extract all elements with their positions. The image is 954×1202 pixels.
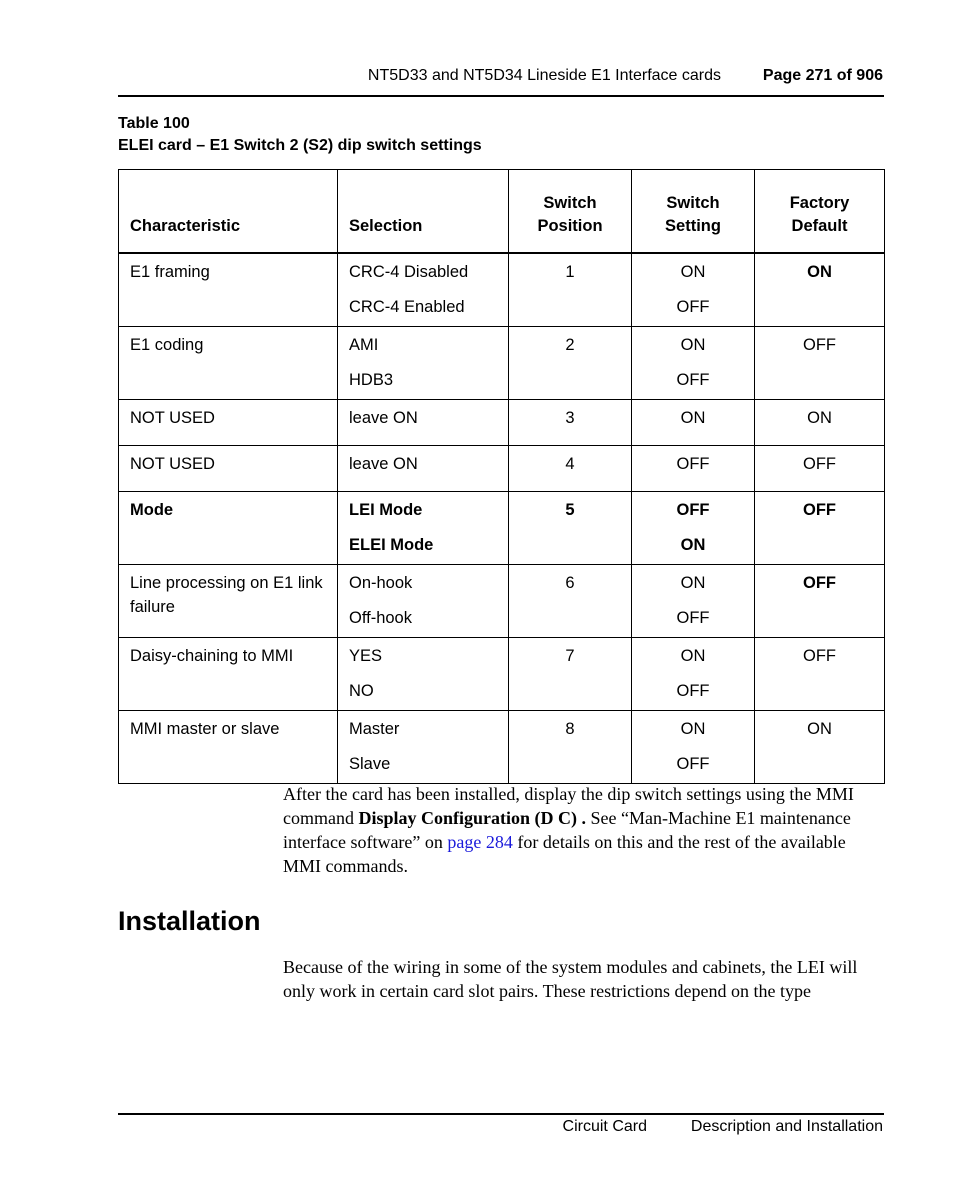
setting-cell: ON <box>680 336 706 354</box>
position-cell: 2 <box>565 336 575 354</box>
position-cell: 6 <box>565 574 575 592</box>
mmi-command: Display Configuration (D C) . <box>358 808 586 828</box>
setting-cell: OFF <box>676 755 710 773</box>
page-header <box>118 64 884 94</box>
default-cell: OFF <box>803 574 836 592</box>
column-header-setting-line1: Switch <box>666 194 720 212</box>
table-row <box>119 711 885 784</box>
characteristic-cell: Mode <box>130 501 174 519</box>
setting-cell: ON <box>680 263 706 281</box>
setting-cell: ON <box>680 536 706 554</box>
column-header-position-line1: Switch <box>543 194 597 212</box>
selection-cell: CRC-4 Enabled <box>349 298 465 316</box>
selection-cell: Slave <box>349 755 391 773</box>
table-title: ELEI card – E1 Switch 2 (S2) dip switch settings <box>118 137 482 154</box>
characteristic-cell: E1 coding <box>130 336 204 354</box>
selection-cell: CRC-4 Disabled <box>349 263 469 281</box>
characteristic-cell: NOT USED <box>130 409 215 427</box>
setting-cell: ON <box>680 574 706 592</box>
paragraph-text: After the card has been installed, display the dip switch settings using the MMI command <box>283 784 854 828</box>
setting-cell: OFF <box>676 298 710 316</box>
default-cell: ON <box>807 409 832 427</box>
paragraph-text: for details on this and the rest of the available MMI commands. <box>283 832 846 876</box>
default-cell: ON <box>807 263 832 281</box>
position-cell: 5 <box>565 501 575 519</box>
selection-cell: Master <box>349 720 400 738</box>
selection-cell: HDB3 <box>349 371 394 389</box>
setting-cell: OFF <box>676 371 710 389</box>
footer-right: Description and Installation <box>690 1118 883 1135</box>
selection-cell: On-hook <box>349 574 413 592</box>
column-header-factory-default <box>755 170 885 254</box>
setting-cell: OFF <box>676 501 710 519</box>
page-link[interactable]: page 284 <box>447 832 513 852</box>
characteristic-cell: Line processing on E1 link failure <box>130 574 323 616</box>
position-cell: 1 <box>565 263 575 281</box>
column-header-switch-position <box>509 170 632 254</box>
body-paragraph-mmi <box>283 782 883 878</box>
page-number: Page 271 of 906 <box>762 67 883 84</box>
setting-cell: OFF <box>676 682 710 700</box>
column-header-selection: Selection <box>338 170 509 254</box>
selection-cell: AMI <box>349 336 379 354</box>
default-cell: OFF <box>803 336 836 354</box>
default-cell: OFF <box>803 647 836 665</box>
setting-cell: ON <box>680 720 706 738</box>
table-caption <box>118 113 482 157</box>
column-header-position-line2: Position <box>537 217 603 235</box>
footer-left: Circuit Card <box>562 1118 647 1135</box>
paragraph-text: See “Man-Machine E1 maintenance interface software” on <box>283 808 851 852</box>
table-number: Table 100 <box>118 115 190 132</box>
selection-cell: YES <box>349 647 383 665</box>
document-title: NT5D33 and NT5D34 Lineside E1 Interface cards <box>367 67 721 84</box>
selection-cell: NO <box>349 682 374 700</box>
setting-cell: OFF <box>676 455 710 473</box>
dip-switch-table <box>118 169 885 784</box>
selection-cell: LEI Mode <box>349 501 423 519</box>
setting-cell: OFF <box>676 609 710 627</box>
table-row <box>119 492 885 565</box>
table-header-row <box>119 170 885 254</box>
position-cell: 8 <box>565 720 575 738</box>
characteristic-cell: Daisy-chaining to MMI <box>130 647 294 665</box>
column-header-default-line2: Default <box>791 217 848 235</box>
characteristic-cell: E1 framing <box>130 263 210 281</box>
selection-cell: Off-hook <box>349 609 412 627</box>
column-header-switch-setting <box>632 170 755 254</box>
selection-cell: leave ON <box>349 409 418 427</box>
characteristic-cell: MMI master or slave <box>130 720 280 738</box>
table-row <box>119 638 885 711</box>
table-row <box>119 400 885 446</box>
column-header-default-line1: Factory <box>789 194 850 212</box>
body-paragraph-installation: Because of the wiring in some of the system modules and cabinets, the LEI will only work in certain card slot pairs. These restrictions depend on the type <box>283 957 858 1001</box>
selection-cell: ELEI Mode <box>349 536 434 554</box>
selection-cell: leave ON <box>349 455 418 473</box>
default-cell: ON <box>807 720 832 738</box>
position-cell: 7 <box>565 647 575 665</box>
table-row <box>119 446 885 492</box>
position-cell: 3 <box>565 409 575 427</box>
column-header-setting-line2: Setting <box>665 217 721 235</box>
header-rule <box>118 95 884 97</box>
default-cell: OFF <box>803 455 836 473</box>
footer-rule <box>118 1113 884 1115</box>
position-cell: 4 <box>565 455 575 473</box>
table-row <box>119 253 885 327</box>
setting-cell: ON <box>680 409 706 427</box>
table-row <box>119 327 885 400</box>
table-row <box>119 565 885 638</box>
characteristic-cell: NOT USED <box>130 455 215 473</box>
column-header-characteristic: Characteristic <box>119 170 338 254</box>
section-heading: Installation <box>118 906 261 936</box>
default-cell: OFF <box>803 501 836 519</box>
setting-cell: ON <box>680 647 706 665</box>
